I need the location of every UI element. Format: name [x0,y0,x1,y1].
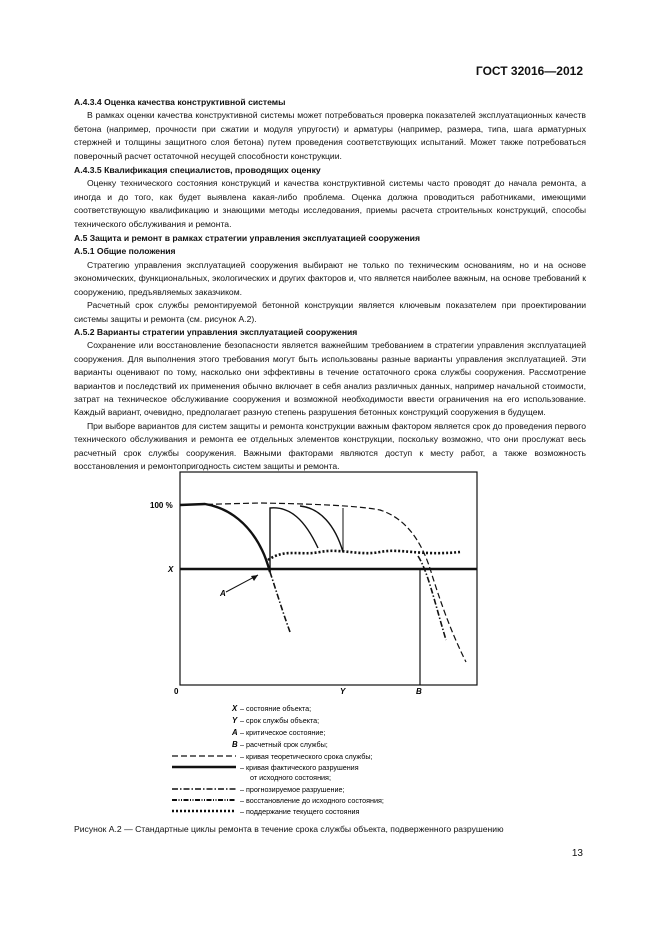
figure-caption: Рисунок А.2 — Стандартные циклы ремонта в течение срока службы объекта, подверженного разрушению [74,824,504,834]
heading-a434: А.4.3.4 Оценка качества конструктивной системы [74,97,286,107]
label-x: X [168,565,174,574]
legend-text-actual-2: от исходного состояния; [250,773,331,782]
paragraph: Сохранение или восстановление безопасности является важнейшим требованием в стратегии управления эксплуатацией сооружения. Для выполнения этого требования могут быть использованы разные варианты управления эксплуатацией. Эти варианты оценивают по тому, насколько они эффективны в течение остаточного срока службы сооружения. Рассмотрение вариантов и последствий их применения обычно включает в себя анализ различных данных, например начальной стоимости, затрат на техническое обслуживание сооружения и возможной необходимости ввести ограничения на его использование. Каждый вариант, очевидно, предполагает разную степень разрушения бетонных конструкций сооружения в будущем. [74,340,586,418]
legend-text-theoretical: – кривая теоретического срока службы; [240,752,373,761]
legend-text-y: – срок службы объекта; [240,716,320,725]
label-a: A [220,589,226,598]
label-b: B [416,687,422,696]
plot-frame [180,472,477,685]
paragraph: В рамках оценки качества конструктивной системы может потребоваться проверка показателей эксплуатационных качеств бетона (например, прочности при сжатии и модуля упругости) и арматуры (например, размера, типа, шага арматурных стержней и толщины защитного слоя бетона) путем проведения соответствующих испытаний. Может также потребоваться поверочный расчет остаточной несущей способности конструкции. [74,110,586,161]
label-100: 100 % [150,501,173,510]
legend-text-predicted: – прогнозируемое разрушение; [240,785,345,794]
legend-text-restore: – восстановление до исходного состояния; [240,796,384,805]
legend-text-maintain: – поддержание текущего состояния [240,807,360,816]
heading-a435: А.4.3.5 Квалификация специалистов, проводящих оценку [74,165,321,176]
paragraph: Стратегию управления эксплуатацией сооружения выбирают не только по техническим основаниям, но и на основе экономических, функциональных, экологических и других факторов и, что является наиболее важным, на основе требований к сооружению, предъявляемых заказчиком. [74,259,586,297]
curve-actual [180,504,270,572]
legend-key-y: Y [232,716,238,725]
paragraph: Расчетный срок службы ремонтируемой бетонной конструкции является ключевым показателем при проектировании системы защиты и ремонта (см. рисунок А.2). [74,300,586,324]
legend-text-a: – критическое состояние; [240,728,326,737]
paragraph: Оценку технического состояния конструкций и качества конструктивной системы часто проводят до начала ремонта, а иногда и до того, как будет выявлена какая-либо проблема. Оценка должна проводиться работниками, имеющими соответствующую квалификацию и знающими методы исследования, приемы расчета строительных конструкций, способы технического обслуживания и ремонта. [74,178,586,229]
heading-a52: А.5.2 Варианты стратегии управления эксплуатацией сооружения [74,326,358,337]
legend-text-b: – расчетный срок службы; [240,740,328,749]
legend-key-b: B [232,740,238,749]
heading-a5: А.5 Защита и ремонт в рамках стратегии управления эксплуатацией сооружения [74,233,420,244]
document-header: ГОСТ 32016—2012 [475,64,583,78]
label-y: Y [340,687,346,696]
label-origin: 0 [174,687,179,696]
paragraph: При выборе вариантов для систем защиты и ремонта конструкции важным фактором является срок до проведения первого технического обслуживания и ремонта ее отдельных элементов конструкции, поскольку возможно, что они прослужат весь расчетный срок службы сооружения. Важными факторами являются доступ к месту работ, а также возможность восстановления и ремонтопригодность систем защиты и ремонта. [74,420,586,471]
curve-restore-1 [270,508,318,570]
page-number: 13 [571,848,583,859]
legend-text-x: – состояние объекта; [240,704,312,713]
curve-restore-2 [300,506,343,552]
curve-theoretical [180,503,466,662]
legend-key-a: A [232,728,238,737]
legend-key-x: X [232,704,238,713]
heading-a51: А.5.1 Общие положения [74,246,176,257]
legend-text-actual: – кривая фактического разрушения [240,763,359,772]
legend [172,704,384,816]
curve-predicted-1 [270,572,290,632]
curve-maintain [268,551,460,560]
